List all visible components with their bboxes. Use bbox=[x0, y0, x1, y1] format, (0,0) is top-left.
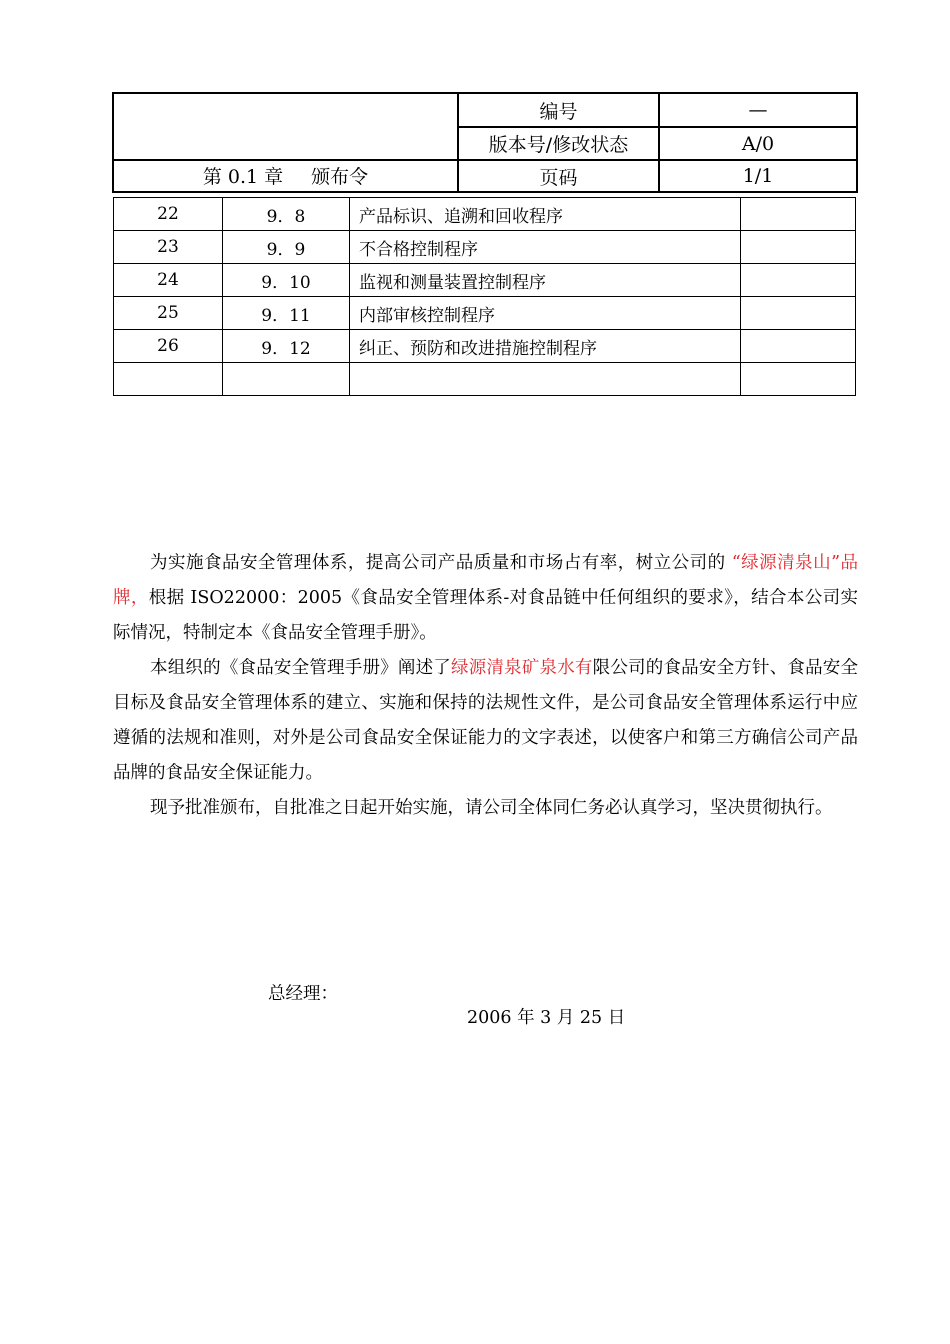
paragraph-text: 限公司的食品安全方针、食品安全目标及食品安全管理体系的建立、实施和保持的法规性文件，是公司食品安全管理体系运行中应遵循的法规和准则，对外是公司食品安全保证能力的文字表述，以使客户和第三方确信公司产品品牌的食品安全保证能力。 bbox=[113, 658, 859, 783]
table-row bbox=[114, 330, 856, 363]
row-section: 9．12 bbox=[223, 330, 350, 363]
paragraph-text: 为实施食品安全管理体系，提高公司产品质量和市场占有率，树立公司的 bbox=[150, 553, 732, 573]
chapter-name: 颁布令 bbox=[311, 166, 369, 188]
paragraph-text: 本组织的《食品安全管理手册》阐述了 bbox=[150, 658, 451, 678]
row-number: 23 bbox=[114, 231, 223, 264]
row-extra bbox=[741, 231, 856, 264]
row-section: 9．8 bbox=[223, 198, 350, 231]
row-extra bbox=[741, 363, 856, 396]
contents-table bbox=[113, 197, 856, 396]
row-title: 纠正、预防和改进措施控制程序 bbox=[350, 330, 741, 363]
table-row bbox=[114, 264, 856, 297]
row-number: 24 bbox=[114, 264, 223, 297]
row-number: 25 bbox=[114, 297, 223, 330]
row-section: 9．11 bbox=[223, 297, 350, 330]
row-number bbox=[114, 363, 223, 396]
row-title: 监视和测量装置控制程序 bbox=[350, 264, 741, 297]
row-number: 22 bbox=[114, 198, 223, 231]
table-row bbox=[114, 198, 856, 231]
row-extra bbox=[741, 330, 856, 363]
page-label: 页码 bbox=[539, 166, 578, 189]
row-title: 产品标识、追溯和回收程序 bbox=[350, 198, 741, 231]
paragraph-approval: 现予批准颁布，自批准之日起开始实施，请公司全体同仁务必认真学习，坚决贯彻执行。 bbox=[150, 798, 833, 818]
row-section: 9．10 bbox=[223, 264, 350, 297]
number-label: 编号 bbox=[539, 100, 578, 123]
row-extra bbox=[741, 264, 856, 297]
chapter-title bbox=[114, 160, 457, 191]
row-title: 内部审核控制程序 bbox=[350, 297, 741, 330]
table-row bbox=[114, 231, 856, 264]
number-value: — bbox=[748, 99, 768, 121]
version-label: 版本号/修改状态 bbox=[488, 134, 629, 156]
table-row bbox=[114, 363, 856, 396]
row-extra bbox=[741, 198, 856, 231]
paragraph-intro bbox=[113, 546, 858, 651]
row-section bbox=[223, 363, 350, 396]
chapter-prefix: 第 0.1 章 bbox=[202, 166, 284, 188]
proclamation-body bbox=[113, 546, 858, 826]
brand-highlight: “绿源清泉山”品牌， bbox=[113, 553, 858, 608]
table-row bbox=[114, 297, 856, 330]
signature-date: 2006 年 3 月 25 日 bbox=[467, 1008, 626, 1028]
company-highlight: 绿源清泉矿泉水有 bbox=[451, 658, 593, 678]
row-title bbox=[350, 363, 741, 396]
document-header bbox=[112, 92, 858, 193]
page-value: 1/1 bbox=[742, 165, 774, 187]
row-number: 26 bbox=[114, 330, 223, 363]
row-extra bbox=[741, 297, 856, 330]
version-value: A/0 bbox=[741, 132, 775, 155]
row-title: 不合格控制程序 bbox=[350, 231, 741, 264]
paragraph-text: 根据 ISO22000：2005《食品安全管理体系-对食品链中任何组织的要求》，结合本公司实际情况，特制定本《食品安全管理手册》。 bbox=[113, 588, 858, 643]
signature-label: 总经理： bbox=[268, 984, 338, 1004]
row-section: 9．9 bbox=[223, 231, 350, 264]
paragraph-description bbox=[113, 651, 858, 791]
